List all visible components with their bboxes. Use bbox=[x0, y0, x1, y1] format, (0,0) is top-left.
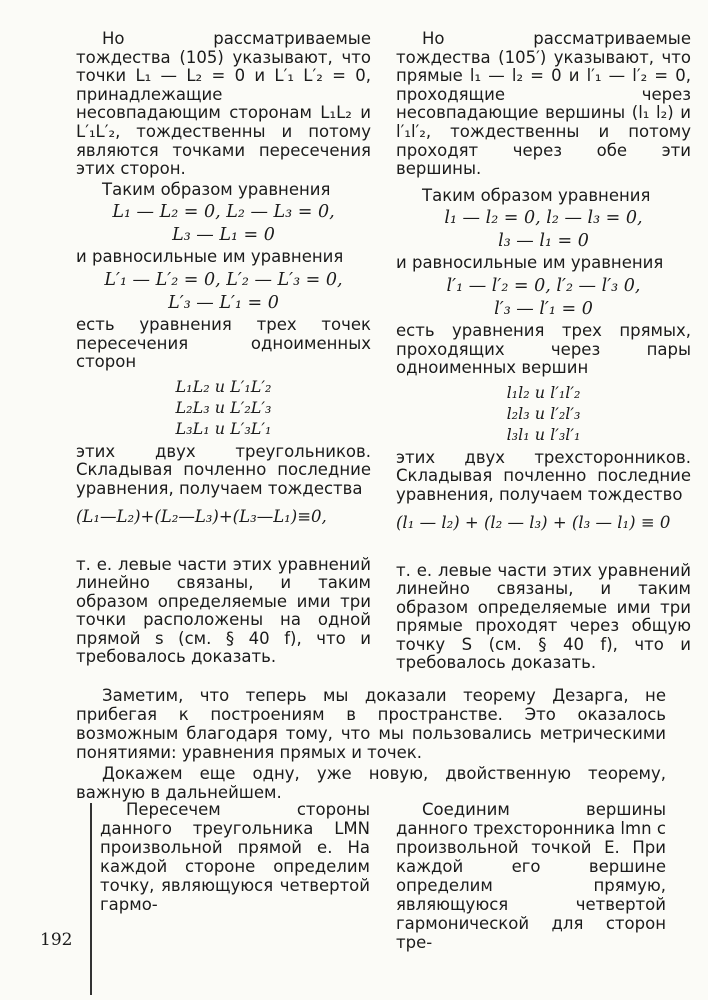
paragraph: Пересечем стороны данного треугольника LMN произвольной прямой e. На каждой стороне определим точку, являющуюся четвертой гармо- bbox=[100, 800, 370, 914]
equation: L′₁ — L′₂ = 0, L′₂ — L′₃ = 0, bbox=[104, 269, 343, 290]
paragraph: т. е. левые части этих уравнений линейно связаны, и таким образом определяемые ими три прямые проходят через общую точку S (см. § 40 f), что и требовалось доказать. bbox=[396, 560, 691, 673]
equation: l₃ — l₁ = 0 bbox=[498, 231, 589, 252]
pair: l₂l₃ и l′₂l′₃ bbox=[506, 403, 581, 423]
equation: L₁ — L₂ = 0, L₂ — L₃ = 0, bbox=[112, 202, 335, 223]
full-width-text bbox=[76, 686, 666, 802]
pair: L₂L₃ и L′₂L′₃ bbox=[175, 397, 272, 417]
equation: l₁ — l₂ = 0, l₂ — l₃ = 0, bbox=[444, 208, 643, 229]
paragraph: Заметим, что теперь мы доказали теорему Дезарга, не прибегая к построениям в пространстве. Это оказалось возможным благодаря тому, что мы пользовались метрическими понятиями: уравнения прямых и точек. bbox=[76, 686, 666, 762]
equation: l′₁ — l′₂ = 0, l′₂ — l′₃ 0, bbox=[446, 275, 641, 296]
margin-rule bbox=[90, 803, 92, 995]
paragraph: Соединим вершины данного трехсторонника lmn с произвольной точкой E. При каждой его вершине определим прямую, являющуюся четвертой гармонической для сторон тре- bbox=[396, 800, 666, 952]
paragraph: т. е. левые части этих уравнений линейно связаны, и таким образом определяемые ими три точки расположены на одной прямой s (см. § 40 f), что и требовалось доказать. bbox=[76, 554, 371, 667]
paragraph: есть уравнения трех прямых, проходящих через пары одноименных вершин bbox=[396, 320, 691, 378]
page-number: 192 bbox=[40, 930, 73, 950]
paragraph: Но рассматриваемые тождества (105) указывают, что точки L₁ — L₂ = 0 и L′₁ L′₂ = 0, принадлежащие несовпадающим сторонам L₁L₂ и L′₁L′₂, тождественны и потому являются точками пересечения этих сторон. bbox=[76, 29, 371, 179]
pair: l₃l₁ и l′₃l′₁ bbox=[506, 424, 581, 444]
equation: (l₁ — l₂) + (l₂ — l₃) + (l₃ — l₁) ≡ 0 bbox=[396, 512, 671, 532]
pair: L₁L₂ и L′₁L′₂ bbox=[175, 376, 272, 396]
right-column bbox=[396, 30, 691, 673]
equation: L′₃ — L′₁ = 0 bbox=[168, 292, 279, 313]
paragraph: и равносильные им уравнения bbox=[396, 253, 664, 273]
paragraph: и равносильные им уравнения bbox=[76, 247, 344, 267]
pair-list bbox=[396, 382, 691, 445]
pair: l₁l₂ и l′₁l′₂ bbox=[506, 382, 581, 402]
bottom-right-column bbox=[396, 800, 666, 952]
bottom-left-column bbox=[100, 800, 370, 914]
paragraph: есть уравнения трех точек пересечения одноименных сторон bbox=[76, 314, 371, 372]
paragraph: Таким образом уравнения bbox=[422, 185, 651, 205]
paragraph: этих двух треугольников. Складывая почленно последние уравнения, получаем тождества bbox=[76, 441, 371, 498]
paragraph: этих двух трехсторонников. Складывая почленно последние уравнения, получаем тождество bbox=[396, 447, 691, 504]
paragraph: Но рассматриваемые тождества (105′) указывают, что прямые l₁ — l₂ = 0 и l′₁ — l′₂ = 0, проходящие через несовпадающие вершины (l₁ l₂) и l′₁l′₂, тождественны и потому проходят через обе эти вершины. bbox=[396, 29, 691, 179]
pair-list bbox=[76, 376, 371, 439]
paragraph: Таким образом уравнения bbox=[102, 179, 331, 199]
equation: L₃ — L₁ = 0 bbox=[172, 225, 275, 246]
equation: (L₁—L₂)+(L₂—L₃)+(L₃—L₁)≡0, bbox=[76, 506, 327, 526]
paragraph: Докажем еще одну, уже новую, двойственную теорему, важную в дальнейшем. bbox=[76, 764, 666, 802]
equation: l′₃ — l′₁ = 0 bbox=[494, 298, 593, 319]
left-column bbox=[76, 30, 371, 667]
pair: L₃L₁ и L′₃L′₁ bbox=[175, 418, 272, 438]
